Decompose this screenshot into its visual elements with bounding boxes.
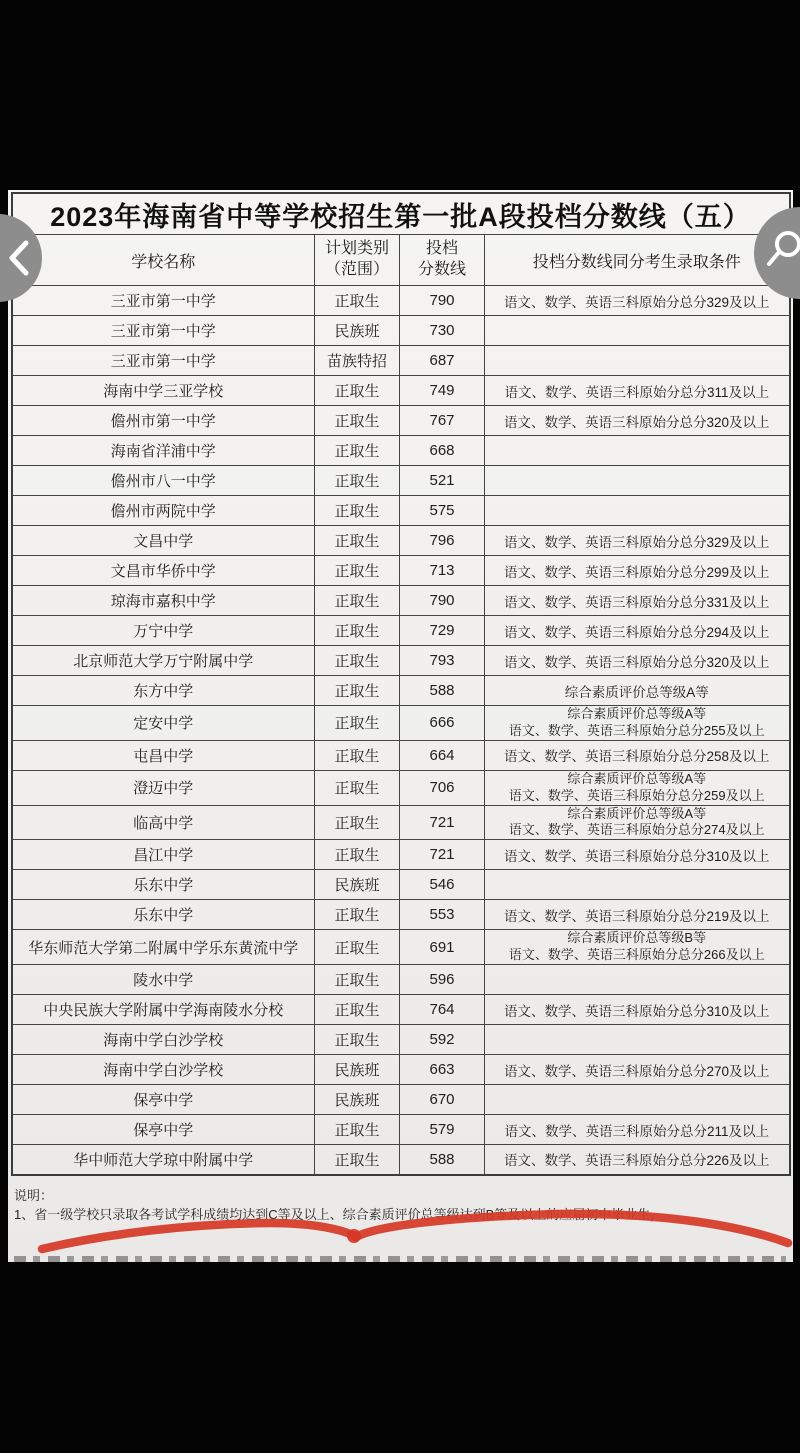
plan-cell: 正取生 [315,965,400,995]
table-header-row [12,235,790,286]
school-cell: 陵水中学 [12,965,315,995]
school-cell: 三亚市第一中学 [12,316,315,346]
school-cell: 儋州市八一中学 [12,466,315,496]
score-cell: 588 [400,1145,485,1175]
table-row [12,1025,790,1055]
plan-cell: 民族班 [315,870,400,900]
plan-cell: 正取生 [315,646,400,676]
school-cell: 海南中学白沙学校 [12,1025,315,1055]
table-row [12,406,790,436]
school-cell: 北京师范大学万宁附属中学 [12,646,315,676]
col-header-plan: 计划类别 （范围） [315,235,400,286]
school-cell: 海南中学白沙学校 [12,1055,315,1085]
school-cell: 万宁中学 [12,616,315,646]
score-cell: 749 [400,376,485,406]
table-row [12,436,790,466]
school-cell: 三亚市第一中学 [12,346,315,376]
score-cell: 663 [400,1055,485,1085]
condition-line-2: 语文、数学、英语三科原始分总分255及以上 [508,722,765,738]
score-table [11,192,791,1176]
magnifier-icon [762,229,800,275]
score-cell: 575 [400,496,485,526]
document-photo [8,190,793,1262]
table-row [12,346,790,376]
table-title-row [12,193,790,235]
school-cell: 海南中学三亚学校 [12,376,315,406]
condition-cell [485,1085,790,1115]
school-cell: 华东师范大学第二附属中学乐东黄流中学 [12,930,315,965]
score-cell: 666 [400,706,485,741]
table-row [12,840,790,870]
score-cell: 713 [400,556,485,586]
score-cell: 596 [400,965,485,995]
plan-cell: 正取生 [315,286,400,316]
condition-cell: 语文、数学、英语三科原始分总分320及以上 [485,646,790,676]
plan-cell: 正取生 [315,406,400,436]
condition-cell [485,1025,790,1055]
condition-cell: 语文、数学、英语三科原始分总分310及以上 [485,995,790,1025]
school-cell: 澄迈中学 [12,770,315,805]
score-cell: 721 [400,840,485,870]
plan-cell: 民族班 [315,316,400,346]
condition-cell [485,870,790,900]
table-row [12,770,790,805]
table-row [12,676,790,706]
condition-cell [485,436,790,466]
score-cell: 790 [400,286,485,316]
col-header-score: 投档 分数线 [400,235,485,286]
plan-cell: 苗族特招 [315,346,400,376]
condition-line-1: 综合素质评价总等级B等 [567,930,707,946]
score-cell: 579 [400,1115,485,1145]
notes-section [14,1186,789,1225]
table-row [12,316,790,346]
plan-cell: 正取生 [315,496,400,526]
condition-cell [485,346,790,376]
condition-cell: 语文、数学、英语三科原始分总分258及以上 [485,740,790,770]
school-cell: 乐东中学 [12,870,315,900]
condition-cell: 语文、数学、英语三科原始分总分219及以上 [485,900,790,930]
notes-label: 说明： [14,1187,54,1203]
score-cell: 592 [400,1025,485,1055]
plan-cell: 正取生 [315,706,400,741]
condition-line-2: 语文、数学、英语三科原始分总分266及以上 [508,947,765,963]
col-header-condition: 投档分数线同分考生录取条件 [485,235,790,286]
school-cell: 东方中学 [12,676,315,706]
score-cell: 521 [400,466,485,496]
table-body [12,286,790,1175]
table-row [12,556,790,586]
plan-cell: 正取生 [315,466,400,496]
condition-cell: 语文、数学、英语三科原始分总分211及以上 [485,1115,790,1145]
col-header-school: 学校名称 [12,235,315,286]
score-cell: 691 [400,930,485,965]
table-row [12,1085,790,1115]
condition-cell [485,706,790,741]
table-row [12,376,790,406]
condition-cell: 语文、数学、英语三科原始分总分331及以上 [485,586,790,616]
score-cell: 687 [400,346,485,376]
condition-cell: 语文、数学、英语三科原始分总分226及以上 [485,1145,790,1175]
plan-cell: 正取生 [315,586,400,616]
plan-cell: 正取生 [315,770,400,805]
score-cell: 706 [400,770,485,805]
plan-cell: 正取生 [315,805,400,840]
table-row [12,740,790,770]
school-cell: 海南省洋浦中学 [12,436,315,466]
score-cell: 664 [400,740,485,770]
note-item-1: 1、省一级学校只录取各考试学科成绩均达到C等及以上、综合素质评价总等级达到B等及以上的应届初中毕业生， [14,1207,664,1223]
school-cell: 定安中学 [12,706,315,741]
school-cell: 乐东中学 [12,900,315,930]
table-row [12,1145,790,1175]
condition-cell [485,770,790,805]
plan-cell: 正取生 [315,616,400,646]
table-row [12,646,790,676]
score-cell: 767 [400,406,485,436]
condition-cell: 语文、数学、英语三科原始分总分329及以上 [485,526,790,556]
table-row [12,466,790,496]
condition-cell: 语文、数学、英语三科原始分总分294及以上 [485,616,790,646]
score-cell: 796 [400,526,485,556]
school-cell: 华中师范大学琼中附属中学 [12,1145,315,1175]
plan-cell: 正取生 [315,436,400,466]
clipped-text-line [14,1256,786,1262]
condition-cell: 语文、数学、英语三科原始分总分320及以上 [485,406,790,436]
condition-cell: 语文、数学、英语三科原始分总分270及以上 [485,1055,790,1085]
condition-line-1: 综合素质评价总等级A等 [567,770,707,786]
table-row [12,526,790,556]
page-title: 2023年海南省中等学校招生第一批A段投档分数线（五） [12,193,790,235]
condition-cell: 语文、数学、英语三科原始分总分311及以上 [485,376,790,406]
condition-cell [485,930,790,965]
score-cell: 730 [400,316,485,346]
plan-cell: 正取生 [315,526,400,556]
plan-cell: 正取生 [315,930,400,965]
score-cell: 729 [400,616,485,646]
school-cell: 临高中学 [12,805,315,840]
plan-cell: 正取生 [315,676,400,706]
school-cell: 文昌市华侨中学 [12,556,315,586]
plan-cell: 民族班 [315,1085,400,1115]
score-cell: 670 [400,1085,485,1115]
condition-cell [485,466,790,496]
condition-cell [485,316,790,346]
school-cell: 保亭中学 [12,1085,315,1115]
plan-cell: 正取生 [315,1145,400,1175]
condition-cell: 语文、数学、英语三科原始分总分299及以上 [485,556,790,586]
condition-cell [485,965,790,995]
table-row [12,706,790,741]
score-cell: 553 [400,900,485,930]
score-cell: 764 [400,995,485,1025]
school-cell: 昌江中学 [12,840,315,870]
table-row [12,870,790,900]
condition-line-1: 综合素质评价总等级A等 [567,706,707,721]
table-row [12,965,790,995]
plan-cell: 正取生 [315,840,400,870]
table-row [12,1055,790,1085]
table-row [12,930,790,965]
plan-cell: 正取生 [315,556,400,586]
school-cell: 保亭中学 [12,1115,315,1145]
condition-line-2: 语文、数学、英语三科原始分总分259及以上 [508,787,765,803]
score-cell: 721 [400,805,485,840]
school-cell: 文昌中学 [12,526,315,556]
plan-cell: 正取生 [315,376,400,406]
table-row [12,900,790,930]
school-cell: 儋州市两院中学 [12,496,315,526]
score-cell: 546 [400,870,485,900]
school-cell: 屯昌中学 [12,740,315,770]
plan-cell: 正取生 [315,1115,400,1145]
plan-cell: 正取生 [315,1025,400,1055]
table-row [12,496,790,526]
score-cell: 668 [400,436,485,466]
condition-cell [485,805,790,840]
school-cell: 儋州市第一中学 [12,406,315,436]
plan-cell: 民族班 [315,1055,400,1085]
school-cell: 三亚市第一中学 [12,286,315,316]
condition-cell: 综合素质评价总等级A等 [485,676,790,706]
plan-cell: 正取生 [315,995,400,1025]
school-cell: 中央民族大学附属中学海南陵水分校 [12,995,315,1025]
plan-cell: 正取生 [315,900,400,930]
table-row [12,1115,790,1145]
plan-cell: 正取生 [315,740,400,770]
condition-line-1: 综合素质评价总等级A等 [567,805,707,821]
table-row [12,805,790,840]
score-cell: 790 [400,586,485,616]
table-row [12,616,790,646]
condition-cell: 语文、数学、英语三科原始分总分329及以上 [485,286,790,316]
score-cell: 588 [400,676,485,706]
table-row [12,586,790,616]
table-row [12,286,790,316]
table-row [12,995,790,1025]
condition-cell: 语文、数学、英语三科原始分总分310及以上 [485,840,790,870]
chevron-left-icon [6,238,32,278]
score-cell: 793 [400,646,485,676]
condition-line-2: 语文、数学、英语三科原始分总分274及以上 [508,822,765,838]
school-cell: 琼海市嘉积中学 [12,586,315,616]
condition-cell [485,496,790,526]
